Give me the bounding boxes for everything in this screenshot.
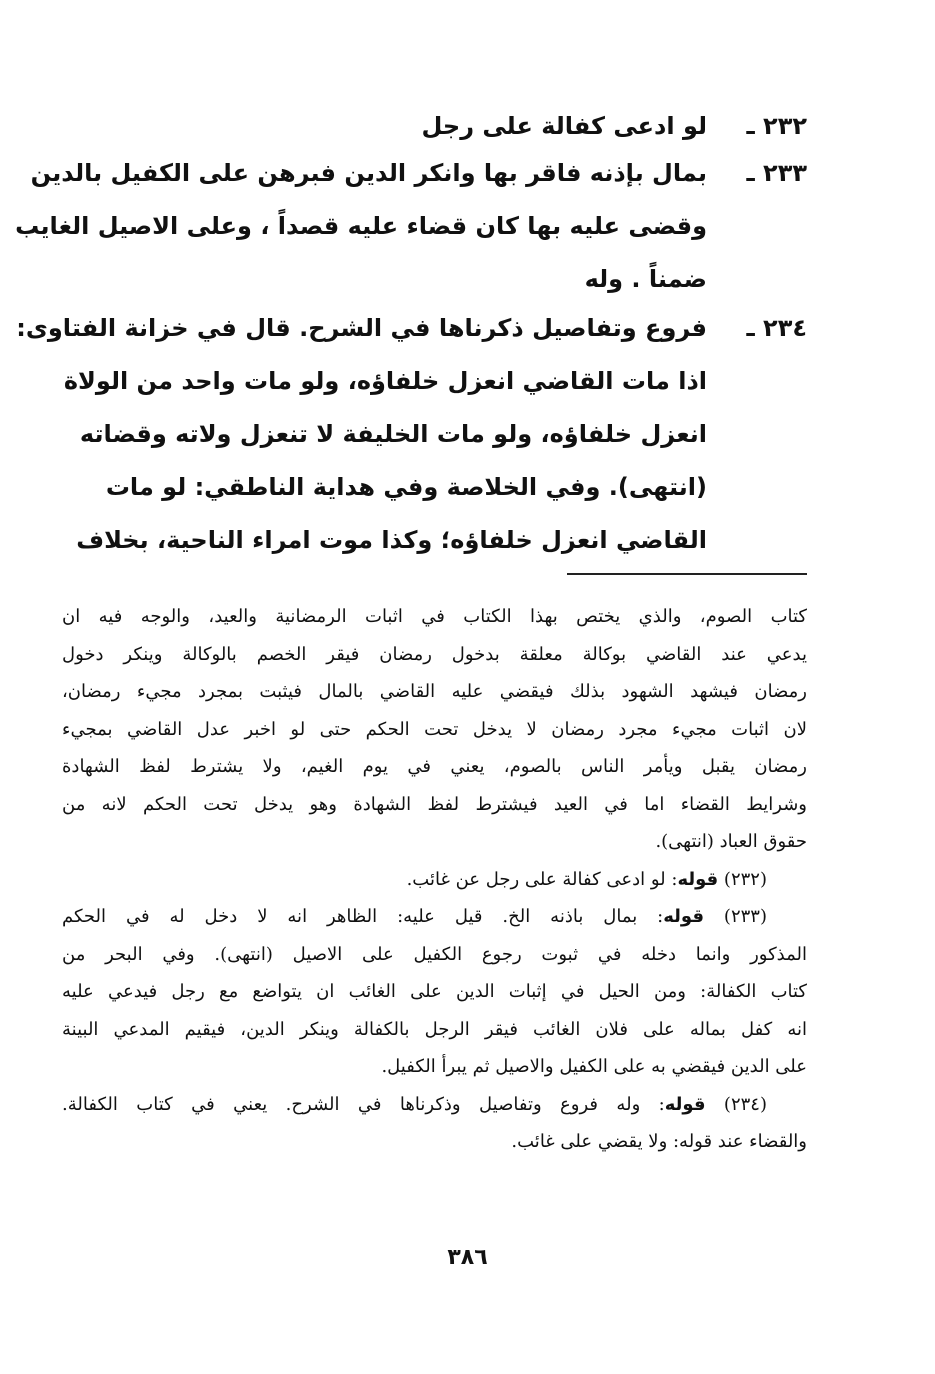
footnote-233: (٢٣٣) قوله: بمال باذنه الخ. قيل عليه: الظاهر انه لا دخل له في الحكم: [62, 906, 767, 927]
entry-text: [16, 302, 707, 567]
footnotes: [62, 598, 807, 1161]
footnote-ref: (٢٣٣): [723, 906, 767, 927]
footnote-text: بمال باذنه الخ. قيل عليه: الظاهر انه لا دخل له في الحكم: [62, 906, 638, 927]
footnote-234: (٢٣٤) قوله: وله فروع وتفاصيل وذكرناها في الشرح. يعني في كتاب الكفالة.: [62, 1093, 767, 1115]
footnote-232: (٢٣٢) قوله: لو ادعى كفالة على رجل عن غائب.: [406, 868, 767, 890]
entry-number: ٢٣٣ ـ: [746, 159, 807, 187]
entry-line: (انتهى). وفي الخلاصة وفي هداية الناطقي: لو مات: [105, 473, 707, 501]
footnote-line: كتاب الكفالة: ومن الحيل في إثبات الدين على الغائب ان يتواضع مع رجل فيدعي عليه: [62, 981, 807, 1002]
footnote-line: والقضاء عند قوله: ولا يقضي على غائب.: [511, 1131, 807, 1152]
footnote-line: رمضان فيشهد الشهود بذلك فيقضي عليه القاضي بالمال فيثبت بمجرد مجيء رمضان،: [62, 681, 807, 702]
entry-text: [127, 100, 707, 153]
entry-number: ٢٣٤ ـ: [746, 314, 807, 342]
entry-line: ضمناً . وله: [584, 265, 707, 293]
footnote-text: لو ادعى كفالة على رجل عن غائب.: [406, 868, 666, 890]
footnote-keyword: قوله: [664, 1093, 706, 1115]
entry-234: [16, 302, 807, 567]
footnote-ref: (٢٣٢): [723, 868, 767, 890]
entry-232: [127, 100, 807, 153]
footnote-keyword: قوله: [677, 868, 719, 890]
footnote-line: على الدين فيقضي به على الكفيل والاصيل ثم يبرأ الكفيل.: [381, 1056, 807, 1077]
entry-line: بمال بإذنه فاقر بها وانكر الدين فبرهن على الكفيل بالدين: [30, 159, 707, 187]
footnote-line: كتاب الصوم، والذي يختص بهذا الكتاب في اثبات الرمضانية والعيد، والوجه فيه ان: [62, 606, 807, 627]
footnote-line: يدعي عند القاضي بوكالة معلقة بدخول رمضان فيقر الخصم بالوكالة وينكر دخول: [62, 643, 807, 665]
entry-text: [15, 147, 707, 306]
page-number: ٣٨٦: [447, 1245, 488, 1270]
footnote-line: المذكور وانما دخله في ثبوت رجوع الكفيل على الاصيل (انتهى). وفي البحر من: [62, 943, 807, 965]
entry-line: انعزل خلفاؤه، ولو مات الخليفة لا تنعزل ولاته وقضاته: [79, 420, 707, 448]
footnote-line: وشرايط القضاء اما في العيد فيشترط لفظ الشهادة وهو يدخل تحت الحكم لانه من: [62, 793, 807, 815]
footnote-separator: [567, 573, 807, 575]
entry-line: فروع وتفاصيل ذكرناها في الشرح. قال في خزانة الفتاوى:: [16, 314, 707, 342]
footnote-line: انه كفل بماله على فلان الغائب فيقر الرجل بالكفالة وينكر الدين، فيقيم المدعي البينة: [62, 1018, 807, 1040]
footnote-keyword: قوله: [663, 906, 704, 927]
footnote-text: وله فروع وتفاصيل وذكرناها في الشرح. يعني في كتاب الكفالة.: [62, 1093, 641, 1115]
entry-line: وقضى عليه بها كان قضاء عليه قصداً ، وعلى الاصيل الغايب: [15, 212, 707, 240]
entry-line: القاضي انعزل خلفاؤه؛ وكذا موت امراء الناحية، بخلاف: [76, 526, 707, 554]
entry-line: لو ادعى كفالة على رجل: [421, 112, 707, 140]
entry-233: [15, 147, 807, 306]
footnote-line: حقوق العباد (انتهى).: [655, 831, 807, 852]
entry-number: ٢٣٢ ـ: [746, 112, 807, 140]
footnote-ref: (٢٣٤): [723, 1093, 767, 1115]
footnote-line: رمضان يقبل ويأمر الناس بالصوم، يعني في يوم الغيم، ولا يشترط لفظ الشهادة: [62, 756, 807, 777]
footnote-line: لان اثبات مجيء مجرد رمضان لا يدخل تحت الحكم حتى لو اخبر عدل القاضي بمجيء: [62, 718, 807, 740]
entry-line: اذا مات القاضي انعزل خلفاؤه، ولو مات واحد من الولاة: [63, 367, 707, 395]
